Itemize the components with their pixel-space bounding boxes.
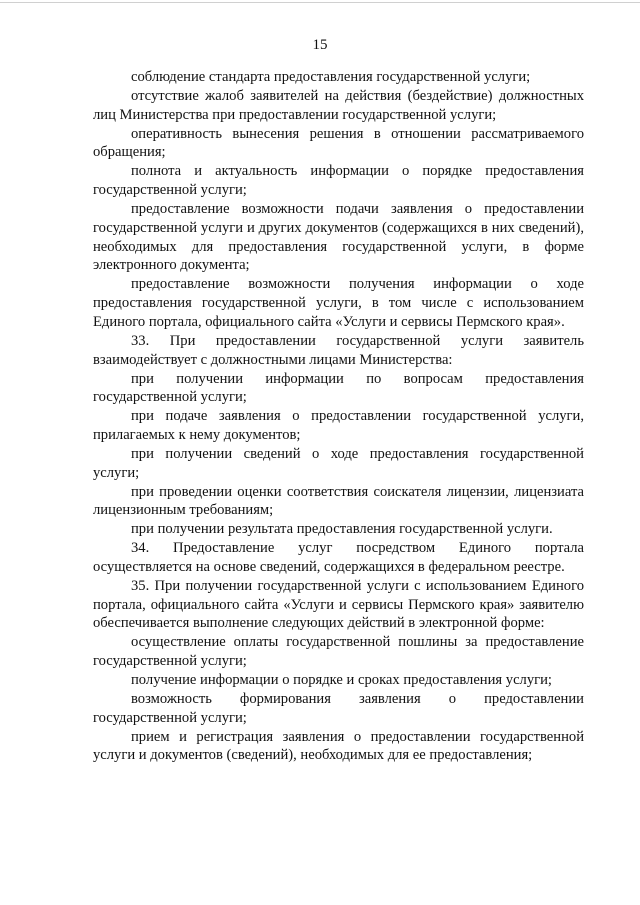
paragraph-fee-payment: осуществление оплаты государственной пошлины за предоставление государственной услуги; [93,634,584,670]
paragraph-form-application: возможность формирования заявления о предоставлении государственной услуги; [93,690,584,726]
paragraph-no-complaints: отсутствие жалоб заявителей на действия (бездействие) должностных лиц Министерства при предоставлении государственной услуги; [93,87,584,123]
paragraph-decision-speed: оперативность вынесения решения в отношении рассматриваемого обращения; [93,125,584,161]
paragraph-receiving-info: при получении информации по вопросам предоставления государственной услуги; [93,370,584,406]
paragraph-info-completeness: полнота и актуальность информации о порядке предоставления государственной услуги; [93,163,584,199]
page-number: 15 [312,37,328,53]
paragraph-receiving-result: при получении результата предоставления государственной услуги. [131,521,553,538]
paragraph-compliance-standard: соблюдение стандарта предоставления государственной услуги; [131,69,531,85]
paragraph-receiving-status: при получении сведений о ходе предоставления государственной услуги; [93,445,584,481]
paragraph-item-33: 33. При предоставлении государственной услуги заявитель взаимодействует с должностными лицами Министерства: [93,332,584,368]
paragraph-registration: прием и регистрация заявления о предоставлении государственной услуги и документов (сведений), необходимых для ее предоставления; [93,728,584,764]
top-edge-line [0,2,640,3]
paragraph-submitting-application: при подаче заявления о предоставлении государственной услуги, прилагаемых к нему документов; [93,408,584,444]
paragraph-item-35: 35. При получении государственной услуги с использованием Единого портала, официального сайта «Услуги и сервисы Пермского края» заявителю обеспечивается выполнение следующих действий в электронной форме: [93,577,584,632]
paragraph-electronic-submission: предоставление возможности подачи заявления о предоставлении государственной услуги и других документов (содержащихся в них сведений), необходимых для предоставления государственной услуги, в форме электронного документа; [93,200,584,274]
paragraph-procedure-info: получение информации о порядке и сроках предоставления услуги; [131,672,552,688]
paragraph-license-assessment: при проведении оценки соответствия соискателя лицензии, лицензиата лицензионным требованиям; [93,483,584,519]
paragraph-item-34: 34. Предоставление услуг посредством Единого портала осуществляется на основе сведений, содержащихся в федеральном реестре. [93,540,584,575]
paragraph-progress-info: предоставление возможности получения информации о ходе предоставления государственной услуги, в том числе с использованием Единого портала, официального сайта «Услуги и сервисы Пермского края». [93,276,584,330]
document-body [93,68,584,765]
